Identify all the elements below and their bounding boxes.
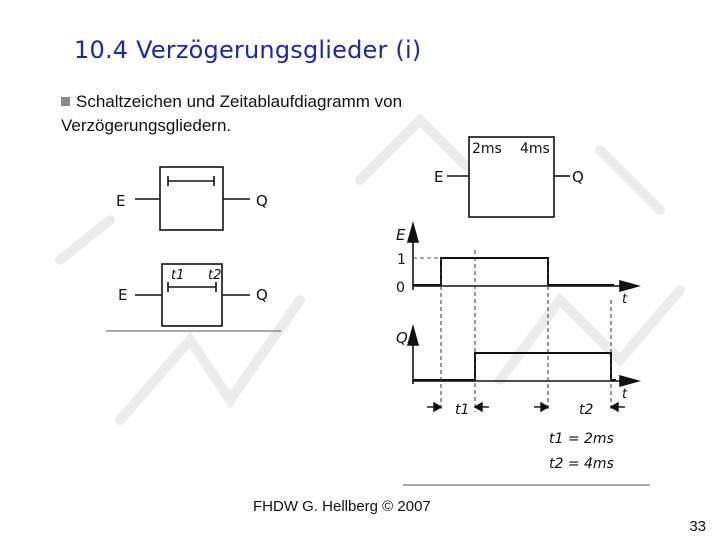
- input-pulse-waveform: [413, 258, 614, 285]
- legend-t2: t2 = 4ms: [549, 456, 614, 472]
- symbol2-output-label: Q: [256, 286, 268, 304]
- slide-title: 10.4 Verzögerungsglieder (i): [74, 36, 422, 64]
- symbol-delay-2ms-4ms: [447, 137, 570, 217]
- timing-output-label: Q: [396, 329, 408, 347]
- symbol-delay-generic: [135, 167, 250, 230]
- level-low-label: 0: [396, 280, 405, 296]
- time-axis-label-top: t: [622, 292, 628, 307]
- time-axis-label-bottom: t: [622, 387, 628, 402]
- symbol3-delay-on-label: 2ms: [472, 141, 502, 157]
- symbol1-output-label: Q: [256, 192, 268, 210]
- bullet-text-line2: Verzögerungsgliedern.: [61, 116, 232, 135]
- symbol2-t2-label: t2: [208, 268, 222, 283]
- symbol1-input-label: E: [116, 192, 126, 210]
- symbol3-delay-off-label: 4ms: [520, 141, 550, 157]
- level-high-label: 1: [397, 252, 406, 268]
- symbol3-input-label: E: [434, 168, 444, 186]
- delay-off-label: t2: [579, 402, 594, 418]
- page-number: 33: [689, 518, 706, 535]
- symbol-delay-t1-t2: [135, 264, 250, 326]
- bullet-text-line1: Schaltzeichen und Zeitablaufdiagramm von: [76, 92, 403, 111]
- output-pulse-waveform: [413, 353, 616, 380]
- timing-output-axes: [408, 327, 638, 386]
- symbol2-input-label: E: [118, 286, 128, 304]
- symbol2-t1-label: t1: [171, 268, 185, 283]
- legend-t1: t1 = 2ms: [549, 431, 614, 447]
- footer-copyright: FHDW G. Hellberg © 2007: [253, 498, 431, 515]
- time-marker-lines: [441, 250, 611, 412]
- delay-on-label: t1: [455, 402, 470, 418]
- timing-input-label: E: [396, 226, 406, 244]
- symbol3-output-label: Q: [572, 168, 584, 186]
